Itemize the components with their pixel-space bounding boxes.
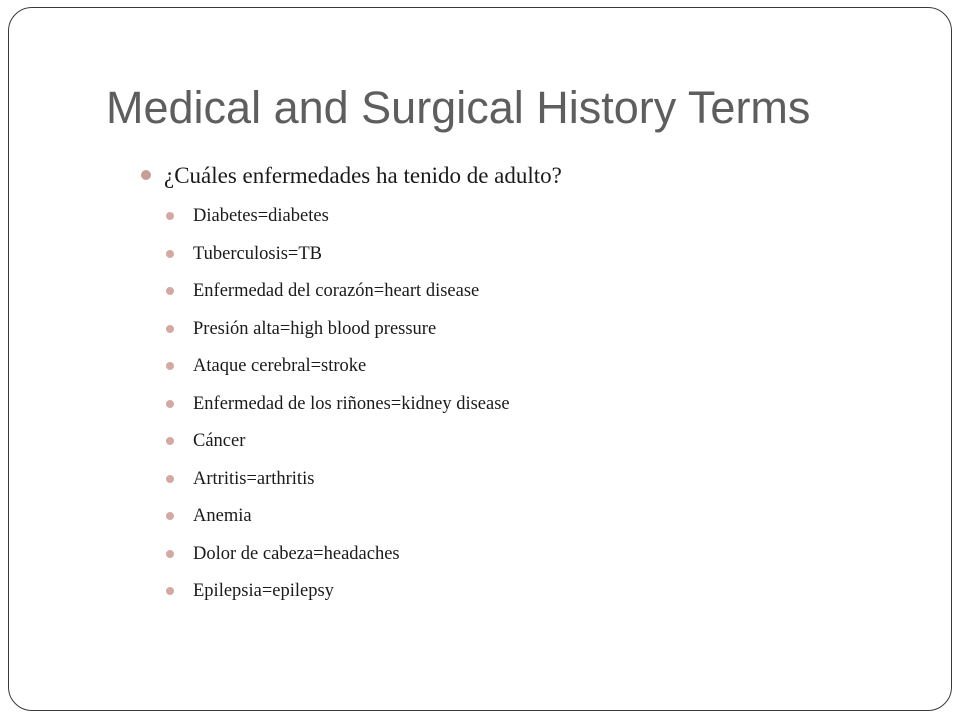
slide-title: Medical and Surgical History Terms [106, 82, 811, 133]
list-item: Enfermedad del corazón=heart disease [193, 281, 480, 301]
list-item: Artritis=arthritis [193, 469, 315, 489]
bullet-dot-icon [166, 512, 174, 520]
bullet-dot-icon [166, 550, 174, 558]
bullet-dot-icon [166, 437, 174, 445]
bullet-dot-icon [166, 212, 174, 220]
bullet-dot-icon [166, 400, 174, 408]
list-item: Anemia [193, 506, 252, 526]
list-item: Enfermedad de los riñones=kidney disease [193, 394, 510, 414]
question-text: ¿Cuáles enfermedades ha tenido de adulto? [164, 163, 562, 188]
bullet-dot-icon [166, 250, 174, 258]
list-item: Epilepsia=epilepsy [193, 581, 334, 601]
list-item: Ataque cerebral=stroke [193, 356, 367, 376]
bullet-dot-icon [141, 170, 151, 180]
list-item: Dolor de cabeza=headaches [193, 544, 400, 564]
list-item: Presión alta=high blood pressure [193, 319, 437, 339]
list-item: Cáncer [193, 431, 246, 451]
bullet-dot-icon [166, 287, 174, 295]
bullet-dot-icon [166, 362, 174, 370]
list-item: Tuberculosis=TB [193, 244, 322, 264]
bullet-dot-icon [166, 325, 174, 333]
bullet-dot-icon [166, 475, 174, 483]
bullet-dot-icon [166, 587, 174, 595]
list-item: Diabetes=diabetes [193, 206, 329, 226]
